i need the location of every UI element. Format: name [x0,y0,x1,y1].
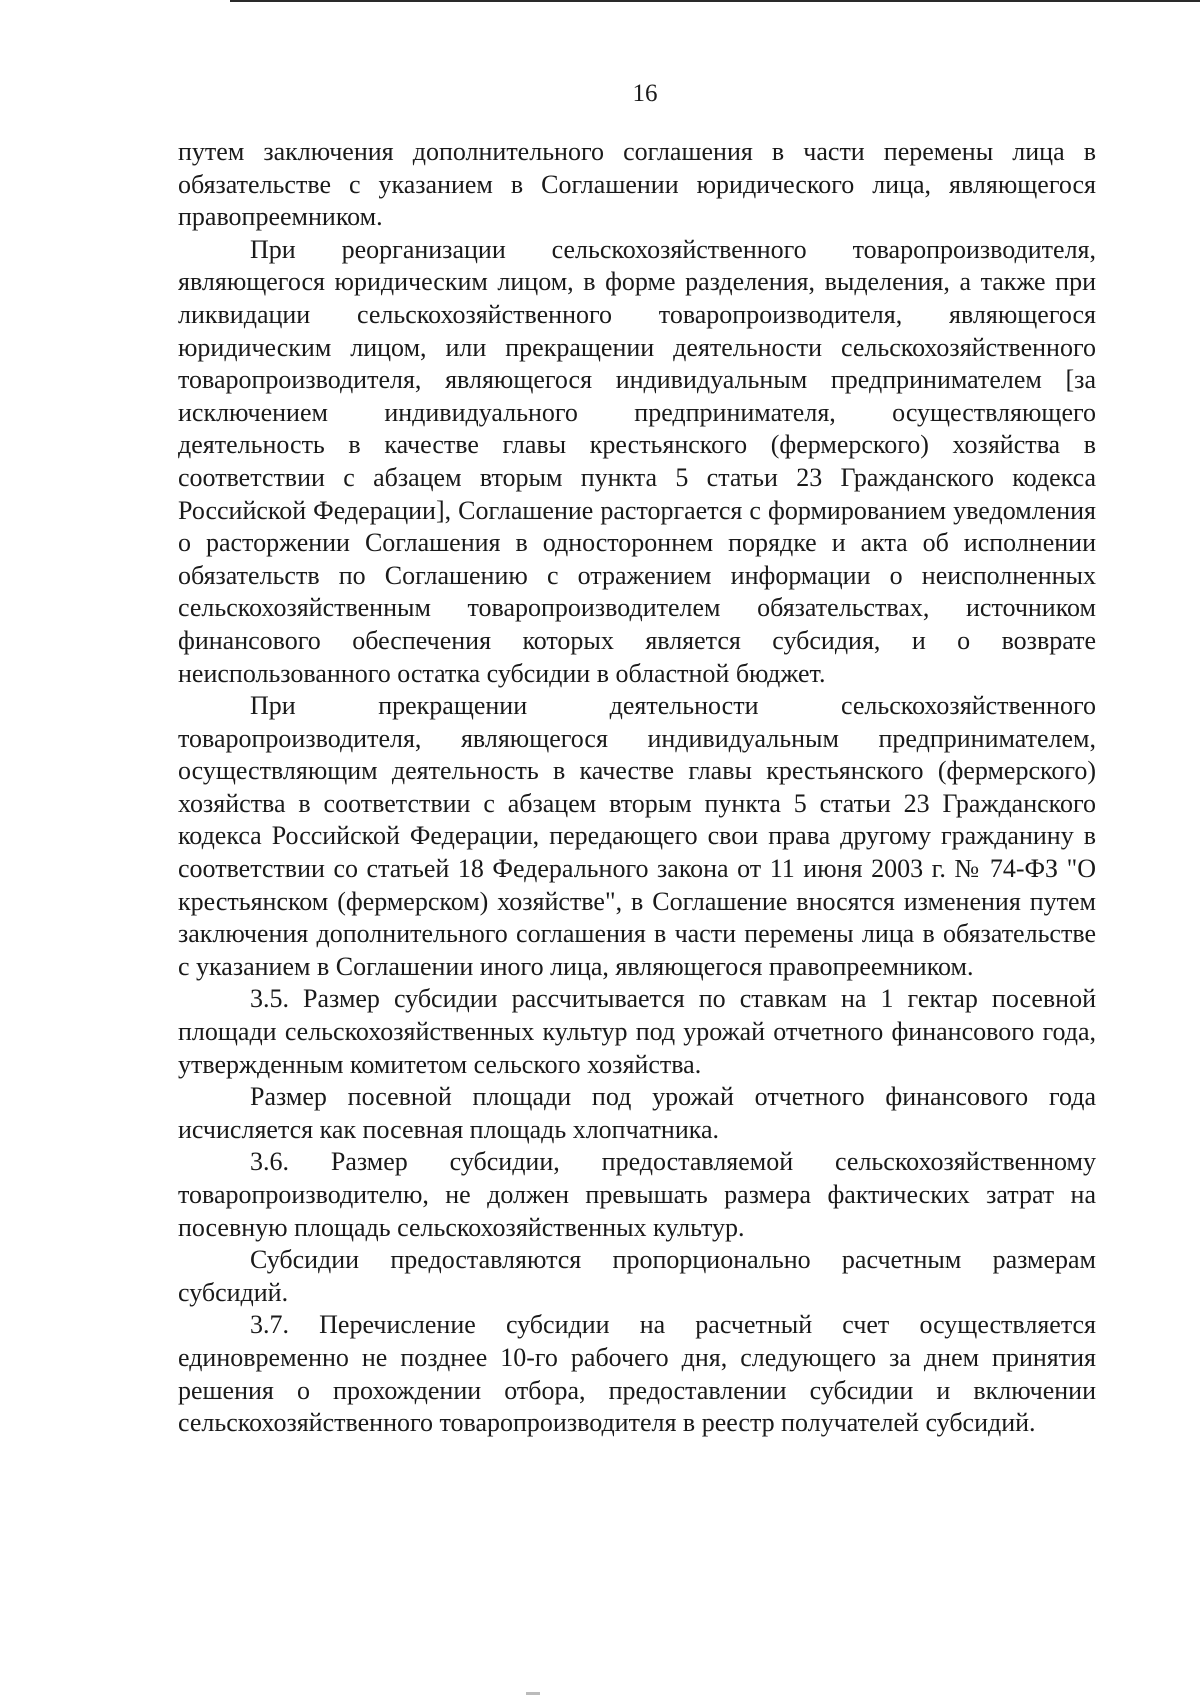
paragraph-3-7: 3.7. Перечисление субсидии на расчетный счет осуществляется единовременно не позднее 10-го рабочего дня, следующего за днем принятия решения о прохождении отбора, предоставлении субсидии и включении сельскохозяйственного товаропроизводителя в реестр получателей субсидий. [178,1310,1096,1438]
paragraph-termination: При прекращении деятельности сельскохозяйственного товаропроизводителя, являющегося индивидуальным предпринимателем, осуществляющим деятельность в качестве главы крестьянского (фермерского) хозяйства в соответствии с абзацем вторым пункта 5 статьи 23 Гражданского кодекса Российской Федерации, передающего свои права другому гражданину в соответствии со статьей 18 Федерального закона от 11 июня 2003 г. № 74-ФЗ "О крестьянском (фермерском) хозяйстве", в Соглашение вносятся изменения путем заключения дополнительного соглашения в части перемены лица в обязательстве с указанием в Соглашении иного лица, являющегося правопреемником. [178,691,1096,981]
paragraph-continuation: путем заключения дополнительного соглашения в части перемены лица в обязательстве с указанием в Соглашении юридического лица, являющегося правопреемником. [178,137,1096,232]
paragraph-sown-area: Размер посевной площади под урожай отчетного финансового года исчисляется как посевная площадь хлопчатника. [178,1082,1096,1144]
page-number: 16 [632,80,658,107]
paragraph-3-6: 3.6. Размер субсидии, предоставляемой сельскохозяйственному товаропроизводителю, не должен превышать размера фактических затрат на посевную площадь сельскохозяйственных культур. [178,1147,1096,1242]
scan-artifact [526,1692,540,1695]
scan-edge-rule [230,0,1200,2]
document-body [178,136,1096,1440]
paragraph-reorganization: При реорганизации сельскохозяйственного товаропроизводителя, являющегося юридическим лицом, в форме разделения, выделения, а также при ликвидации сельскохозяйственного товаропроизводителя, являющегося юридическим лицом, или прекращении деятельности сельскохозяйственного товаропроизводителя, являющегося индивидуальным предпринимателем [за исключением индивидуального предпринимателя, осуществляющего деятельность в качестве главы крестьянского (фермерского) хозяйства в соответствии с абзацем вторым пункта 5 статьи 23 Гражданского кодекса Российской Федерации], Соглашение расторгается с формированием уведомления о расторжении Соглашения в одностороннем порядке и акта об исполнении обязательств по Соглашению с отражением информации о неисполненных сельскохозяйственным товаропроизводителем обязательствах, источником финансового обеспечения которых является субсидия, и о возврате неиспользованного остатка субсидии в областной бюджет. [178,234,1096,688]
paragraph-proportional: Субсидии предоставляются пропорционально расчетным размерам субсидий. [178,1245,1096,1307]
paragraph-3-5: 3.5. Размер субсидии рассчитывается по ставкам на 1 гектар посевной площади сельскохозяйственных культур под урожай отчетного финансового года, утвержденным комитетом сельского хозяйства. [178,984,1096,1079]
